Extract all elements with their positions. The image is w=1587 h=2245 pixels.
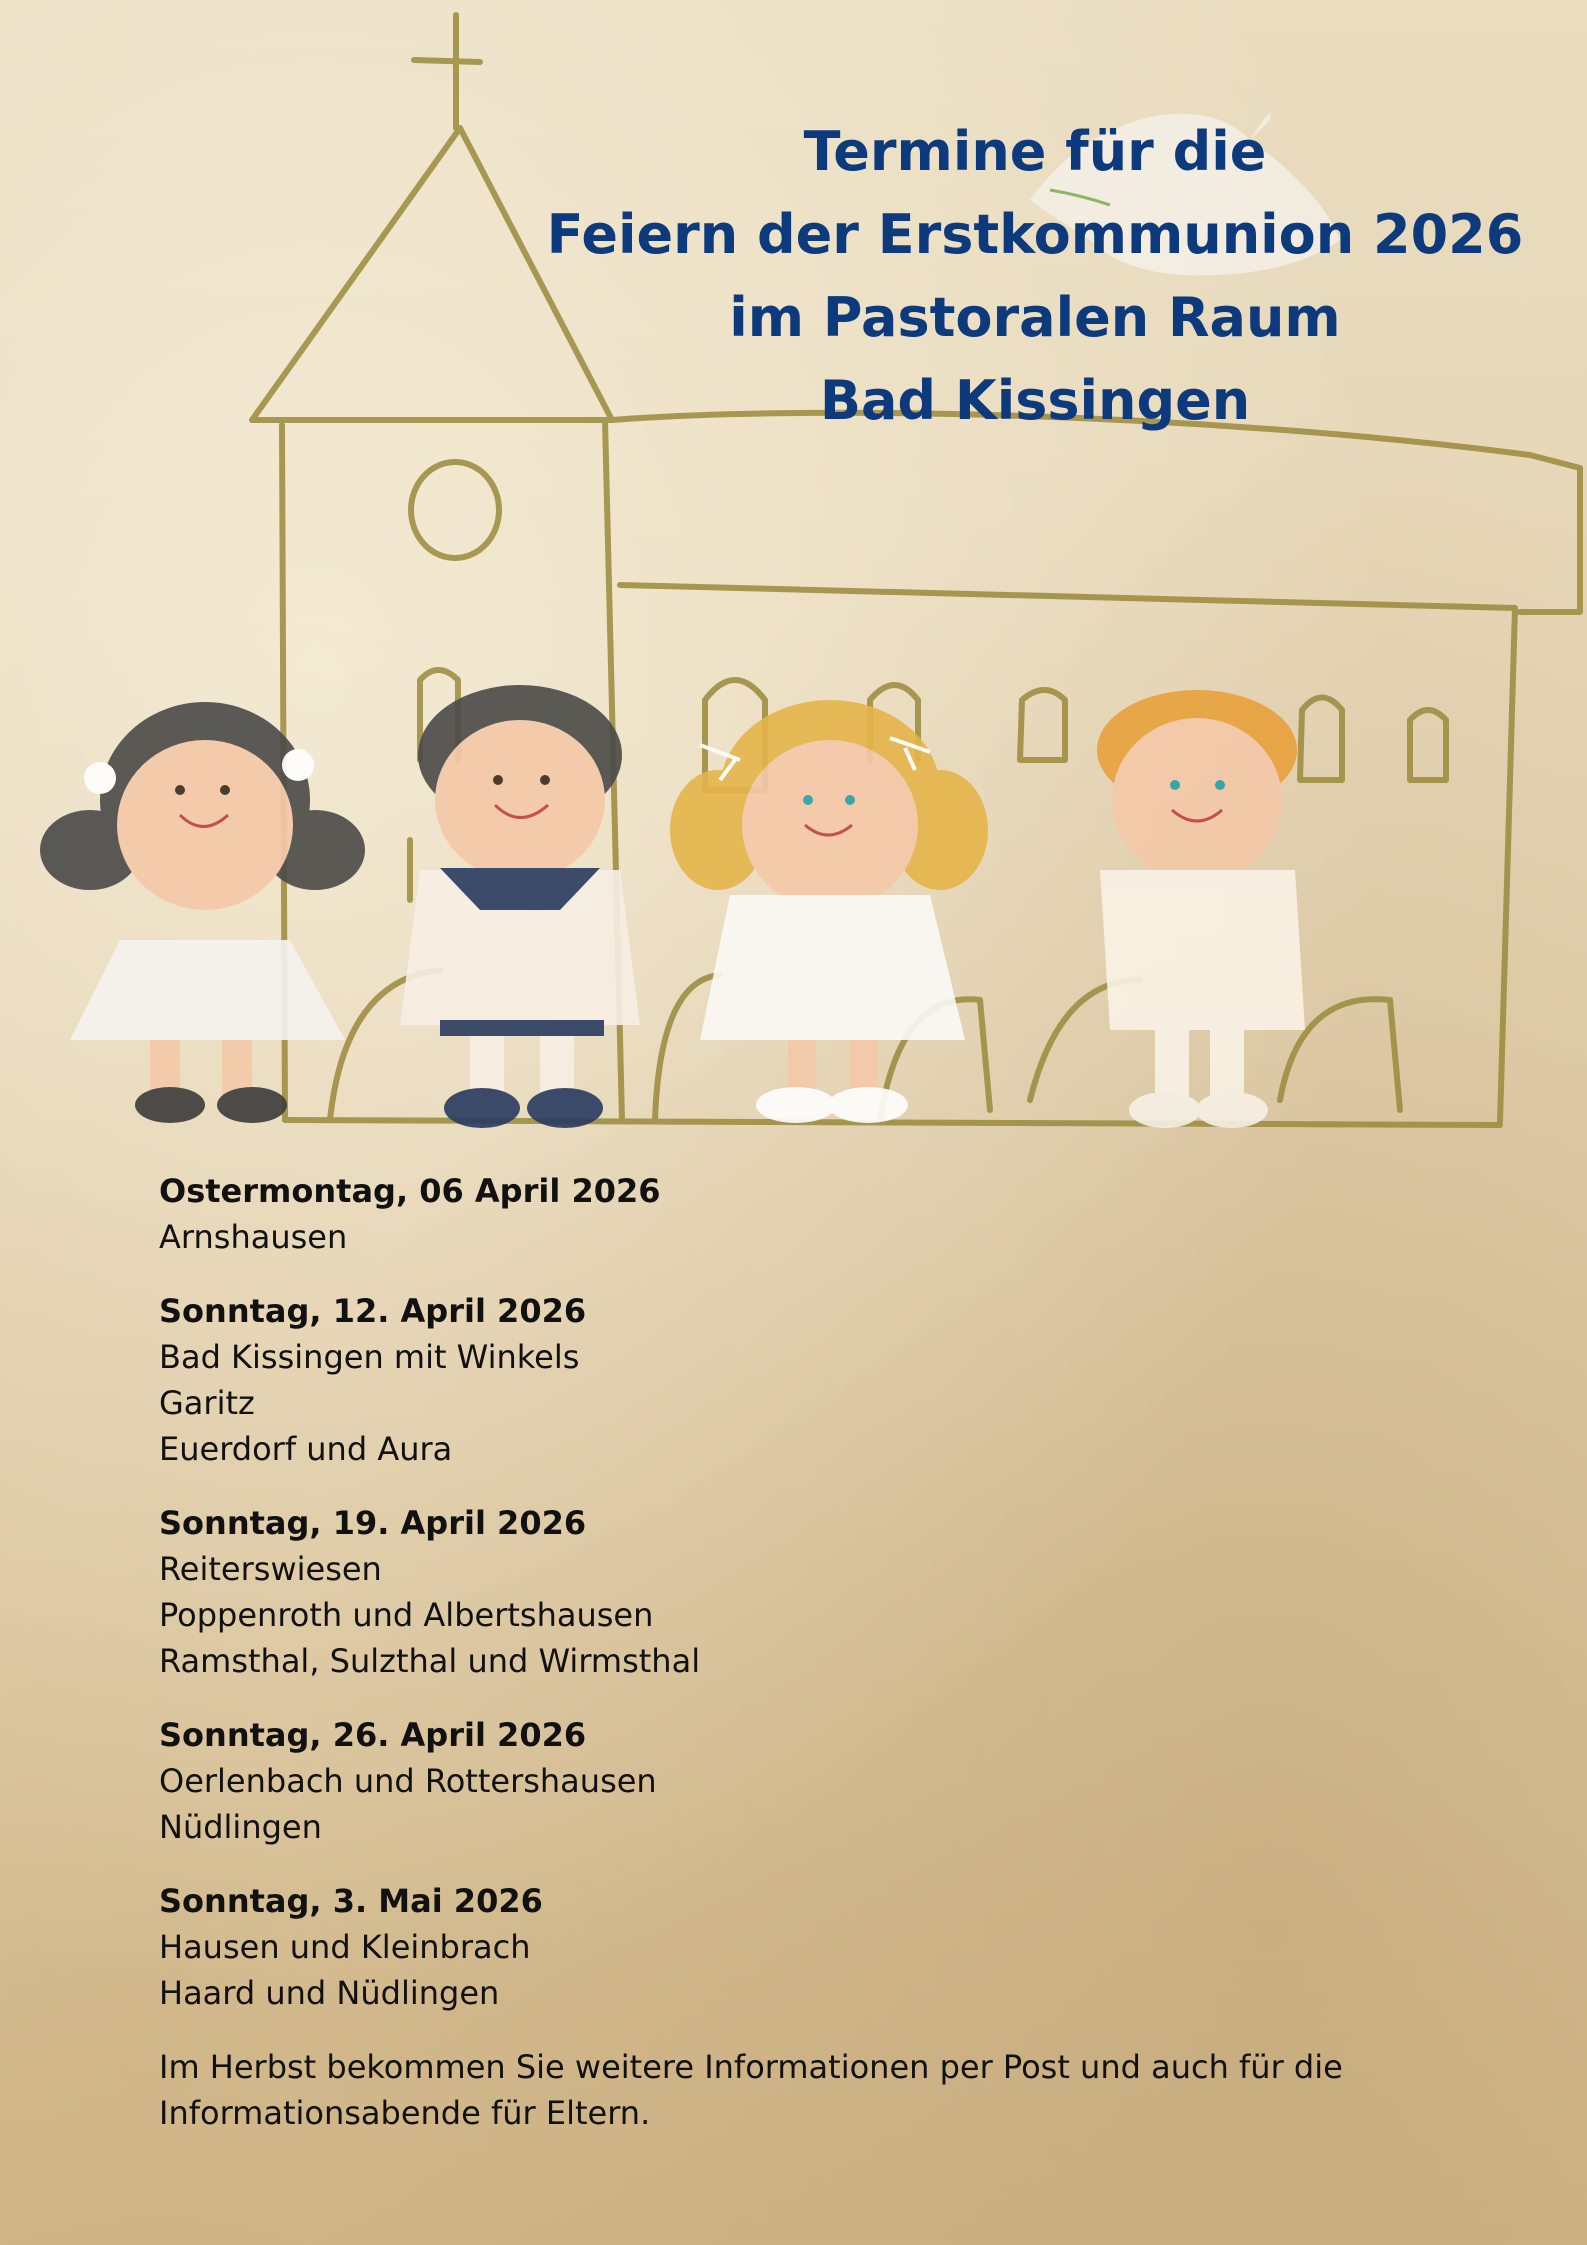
- info-note: [159, 2044, 1459, 2136]
- schedule-place: Reiterswiesen: [159, 1550, 382, 1588]
- info-note-line-2: Informationsabende für Eltern.: [159, 2094, 651, 2132]
- schedule-date: Sonntag, 12. April 2026: [159, 1292, 587, 1330]
- schedule-date: Sonntag, 26. April 2026: [159, 1716, 587, 1754]
- schedule-place: Euerdorf und Aura: [159, 1430, 453, 1468]
- schedule-group: [159, 1288, 1459, 1472]
- title-line-2: Feiern der Erstkommunion 2026: [546, 203, 1524, 266]
- schedule-date: Sonntag, 3. Mai 2026: [159, 1882, 543, 1920]
- schedule-place: Bad Kissingen mit Winkels: [159, 1338, 580, 1376]
- schedule-group: [159, 1168, 1459, 1260]
- schedule-place: Hausen und Kleinbrach: [159, 1928, 531, 1966]
- schedule-group: [159, 1878, 1459, 2016]
- schedule-list: [159, 1168, 1459, 2136]
- schedule-place: Haard und Nüdlingen: [159, 1974, 500, 2012]
- schedule-place: Poppenroth und Albertshausen: [159, 1596, 654, 1634]
- schedule-place: Oerlenbach und Rottershausen: [159, 1762, 657, 1800]
- schedule-place: Garitz: [159, 1384, 255, 1422]
- schedule-group: [159, 1712, 1459, 1850]
- schedule-date: Ostermontag, 06 April 2026: [159, 1172, 661, 1210]
- boy-ginger-icon: [1097, 690, 1305, 1128]
- title-line-3: im Pastoralen Raum: [729, 286, 1341, 349]
- title-line-4: Bad Kissingen: [819, 369, 1251, 432]
- page-title: [520, 110, 1550, 442]
- schedule-place: Arnshausen: [159, 1218, 348, 1256]
- schedule-date: Sonntag, 19. April 2026: [159, 1504, 587, 1542]
- schedule-place: Ramsthal, Sulzthal und Wirmsthal: [159, 1642, 701, 1680]
- schedule-group: [159, 1500, 1459, 1684]
- boy-sailor-icon: [400, 685, 640, 1128]
- title-line-1: Termine für die: [803, 120, 1267, 183]
- info-note-line-1: Im Herbst bekommen Sie weitere Informationen per Post und auch für die: [159, 2048, 1343, 2086]
- schedule-place: Nüdlingen: [159, 1808, 322, 1846]
- girl-blonde-icon: [670, 700, 988, 1123]
- girl-dark-hair-icon: [40, 702, 365, 1123]
